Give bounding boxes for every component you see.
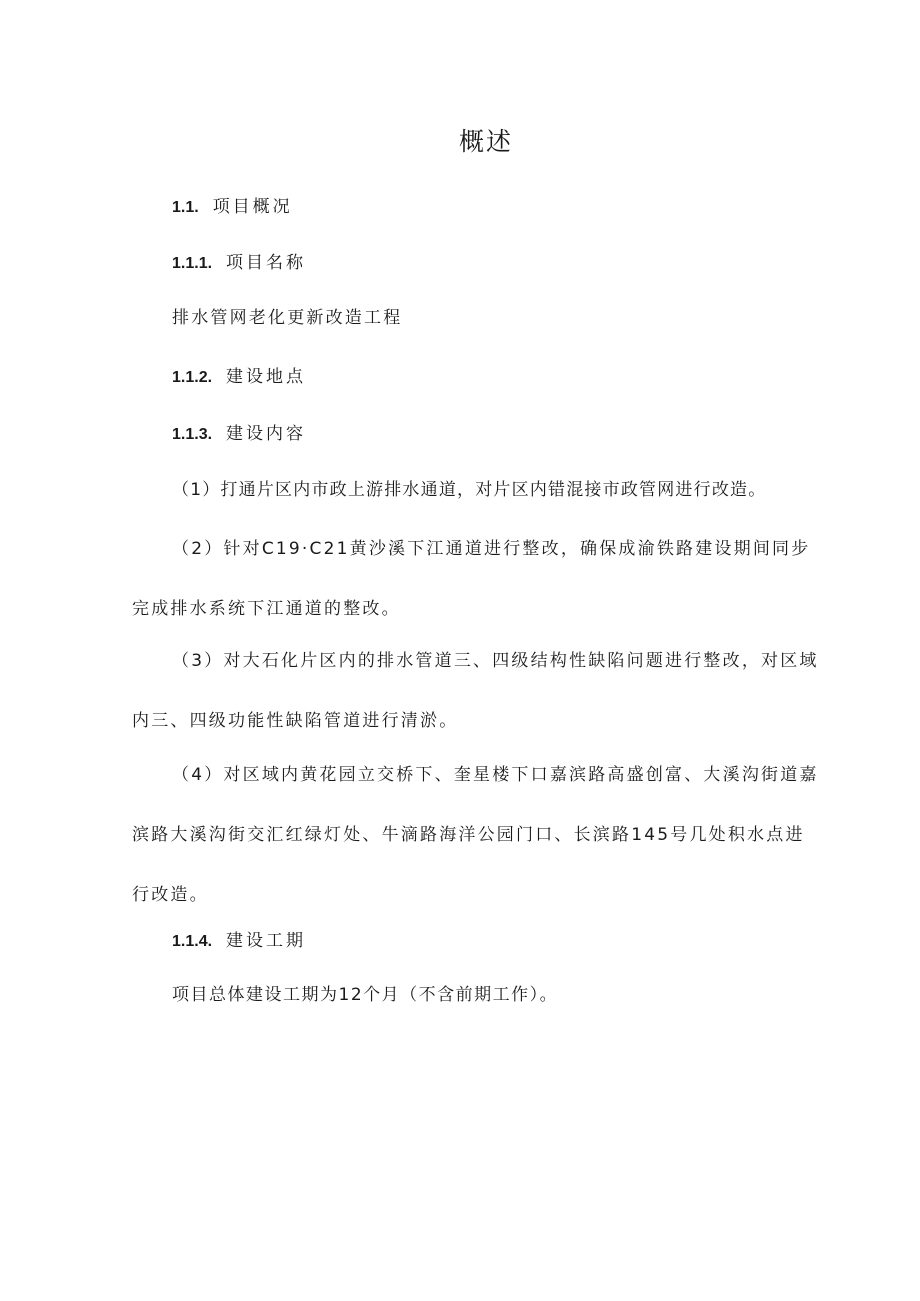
content-item-3: （3）对大石化片区内的排水管道三、四级结构性缺陷问题进行整改，对区域内三、四级功能性缺陷管道进行清淤。 (132, 651, 819, 731)
section-number: 1.1. (172, 199, 199, 216)
section-heading-1-1-4 (172, 929, 306, 954)
section-heading-1-1-1 (172, 251, 306, 276)
section-title: 项目名称 (226, 253, 307, 273)
section-number: 1.1.4. (172, 933, 213, 950)
schedule-text: 项目总体建设工期为12个月（不含前期工作）。 (172, 985, 559, 1005)
section-number: 1.1.2. (172, 369, 213, 386)
section-number: 1.1.3. (172, 426, 213, 443)
section-heading-1-1-3 (172, 422, 306, 447)
content-item-4: （4）对区域内黄花园立交桥下、奎星楼下口嘉滨路高盛创富、大溪沟街道嘉滨路大溪沟街交汇红绿灯处、牛滴路海洋公园门口、长滨路145号几处积水点进行改造。 (132, 765, 819, 905)
section-number: 1.1.1. (172, 255, 213, 272)
section-title: 项目概况 (212, 197, 293, 217)
section-heading-1-1 (172, 195, 293, 220)
document-title: 概述 (458, 127, 513, 156)
section-heading-1-1-2 (172, 365, 306, 390)
section-title: 建设地点 (226, 367, 307, 387)
content-item-2: （2）针对C19·C21黄沙溪下江通道进行整改，确保成渝铁路建设期间同步完成排水系统下江通道的整改。 (132, 539, 811, 619)
section-title: 建设工期 (226, 931, 307, 951)
content-item-1: （1）打通片区内市政上游排水通道，对片区内错混接市政管网进行改造。 (172, 480, 767, 500)
project-name-text: 排水管网老化更新改造工程 (172, 308, 403, 328)
section-title: 建设内容 (226, 424, 307, 444)
